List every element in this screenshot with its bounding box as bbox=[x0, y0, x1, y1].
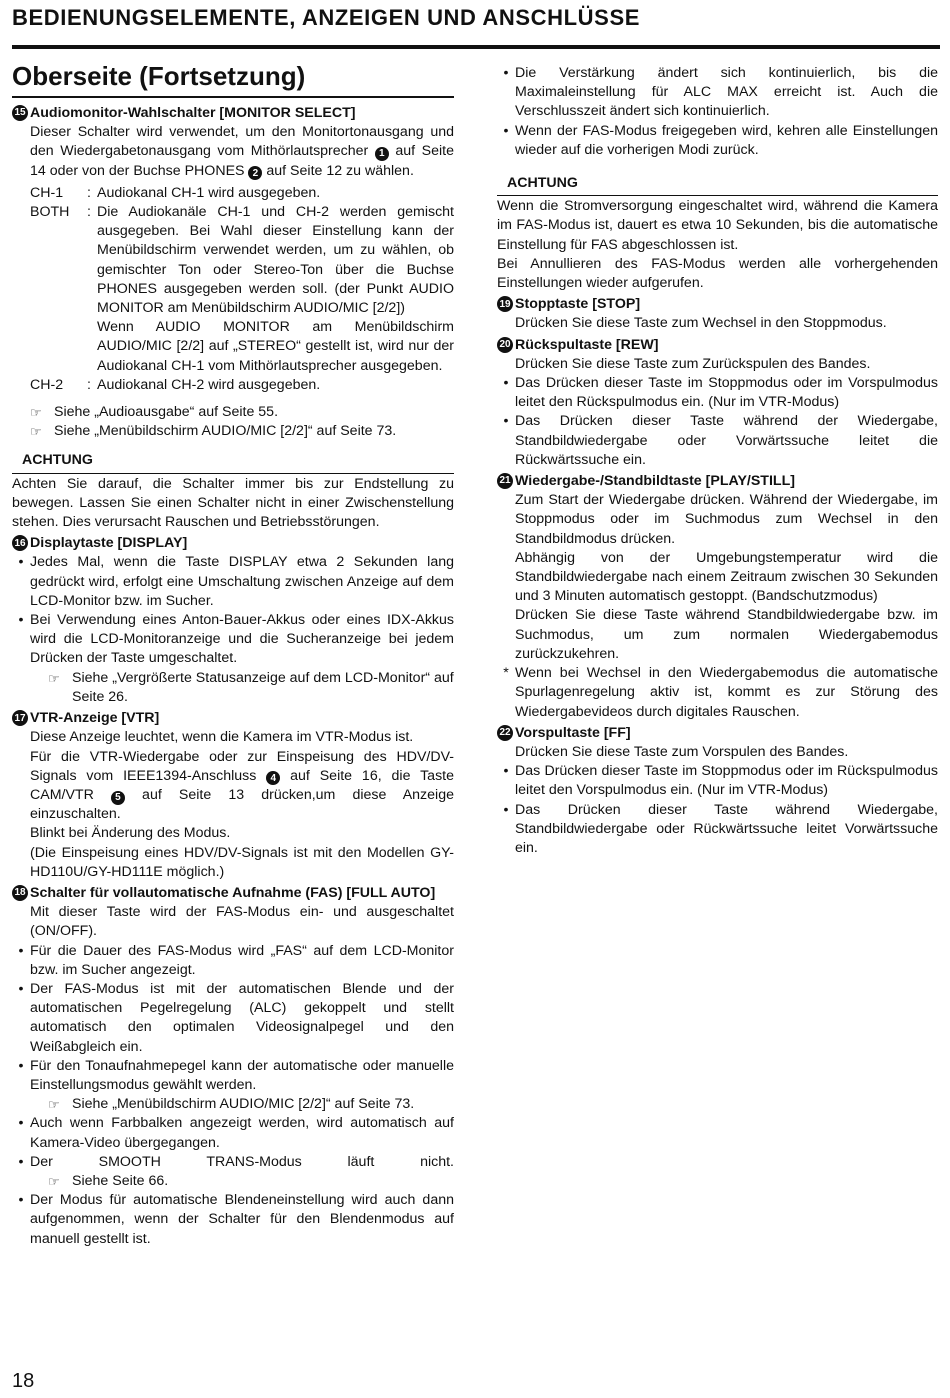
section-rule bbox=[12, 96, 454, 98]
bullet-item: • Das Drücken dieser Taste im Stoppmodus oder im Vorspulmodus leitet den Rückspulmodus ein. (Nur im VTR-Modus) bbox=[503, 375, 938, 411]
page-header bbox=[12, 4, 940, 49]
ref-badge: 1 bbox=[375, 147, 389, 161]
item-21-title: Wiedergabe-/Standbildtaste [PLAY/STILL] bbox=[515, 473, 795, 490]
cross-reference: ☞ Siehe „Menübildschirm AUDIO/MIC [2/2]“ auf Seite 73. bbox=[48, 1095, 454, 1114]
item-22-title: Vorspultaste [FF] bbox=[515, 724, 631, 741]
cross-reference: ☞ Siehe „Menübildschirm AUDIO/MIC [2/2]“ auf Seite 73. bbox=[30, 422, 454, 441]
pointing-hand-icon: ☞ bbox=[30, 424, 42, 440]
bullet-item: • Für den Tonaufnahmepegel kann der automatische oder manuelle Einstellungsmodus gewählt werden. bbox=[18, 1057, 454, 1093]
caution-heading: ACHTUNG bbox=[507, 175, 578, 192]
item-number-badge: 21 bbox=[497, 473, 513, 489]
note-item: * Wenn bei Wechsel in den Wiedergabemodus die automatische Spurlagenregelung aktiv ist, kommt es zur Störung des Wiedergabevideos durch digitales Rauschen. bbox=[503, 665, 938, 720]
caution-text: Bei Annullieren des FAS-Modus werden alle vorhergehenden Einstellungen wieder aufgerufen. bbox=[497, 255, 938, 292]
caution-text: Achten Sie darauf, die Schalter immer bis zur Endstellung zu bewegen. Lassen Sie einen Schalter nicht in einer Zwischenstellung stehen. Dies verursacht Rauschen und Betriebsstörungen. bbox=[12, 475, 454, 531]
bullet-item: • Bei Verwendung eines Anton-Bauer-Akkus oder eines IDX-Akkus wird die LCD-Monitoranzeige und die Sucheranzeige bei jedem Drücken der Taste umgeschaltet. bbox=[18, 612, 454, 667]
item-number-badge: 18 bbox=[12, 885, 28, 901]
bullet-item: • Das Drücken dieser Taste während der Wiedergabe, Standbildwiedergabe oder Vorwärtssuche leitet die Rückwärtssuche ein. bbox=[503, 413, 938, 468]
item-number-badge: 19 bbox=[497, 296, 513, 312]
caution-rule bbox=[497, 195, 938, 196]
header-title: BEDIENUNGSELEMENTE, ANZEIGEN UND ANSCHLÜSSE bbox=[12, 5, 640, 30]
right-column: • Die Verstärkung ändert sich kontinuierlich, bis die Maximaleinstellung für ALC MAX erreicht ist. Auch die Verschlusszeit ändert sich kontinuierlich. • Wenn der FAS-Modus freigegeben wird, kehren alle Einstellungen wieder auf die vorherigen Modi zurück. ACHTUNG Wenn die Stromversorgung eingeschaltet wird, während die Kamera im FAS-Modus ist, dauert es etwa 10 Sekunden, bis die automatische Einstellung für FAS abgeschlossen ist. Bei Annullieren des FAS-Modus werden alle vorhergehenden Einstellungen wieder aufgerufen. 19 Stopptaste [STOP] Drücken Sie diese Taste zum Wechsel in den Stoppmodus. 20 Rückspultaste [REW] Drücken Sie diese Taste zum Zurückspulen des Bandes. • Das Drücken dieser Taste im Stoppmodus oder im Vorspulmodus leitet den Rückspulmodus ein. (Nur im VTR-Modus) • Das Drücken dieser Taste während der Wiedergabe, Standbildwiedergabe oder Vorwärtssuche leitet die Rückwärtssuche ein. 21 Wiedergabe-/Standbildtaste [PLAY/STILL] Zum Start der Wiedergabe drücken. Während der Wiedergabe, im Stoppmodus oder im Suchmodus zum Wechsel in den Standbildmodus drücken. Abhängig von der Umgebungstemperatur wird die Standbildwiedergabe nach einem Zeitraum zwischen 30 Sekunden und 3 Minuten automatisch gestoppt. (Bandschutzmodus) Drücken Sie diese Taste während Standbildwiedergabe bzw. im Suchmodus, um zum normalen Wiedergabemodus zurückzukehren. * Wenn bei Wechsel in den Wiedergabemodus die automatische Spurlagenregelung aktiv ist, kommt es zur Störung des Wiedergabevideos durch digitales Rauschen. 22 Vorspultaste [FF] Drücken Sie diese Taste zum Vorspulen des Bandes. • Das Drücken dieser Taste im Stoppmodus oder im Rückspulmodus leitet den Vorspulmodus ein. (Nur im VTR-Modus) • Das Drücken dieser Taste während Wiedergabe, Standbildwiedergabe oder Rückwärtssuche leitet Vorwärtssuche ein. bbox=[497, 64, 938, 858]
definition-item: CH-1 : Audiokanal CH-1 wird ausgegeben. bbox=[30, 184, 321, 201]
bullet-item: • Auch wenn Farbbalken angezeigt werden, wird automatisch auf Kamera-Video übergegangen. bbox=[18, 1115, 454, 1151]
section-title: Oberseite (Fortsetzung) bbox=[12, 61, 306, 91]
item-15-heading bbox=[12, 104, 454, 123]
item-18-heading bbox=[12, 884, 454, 903]
item-16-heading bbox=[12, 534, 454, 553]
item-number-badge: 16 bbox=[12, 535, 28, 551]
pointing-hand-icon: ☞ bbox=[48, 1173, 60, 1189]
item-15-title: Audiomonitor-Wahlschalter [MONITOR SELECT] bbox=[30, 105, 356, 121]
page-number: 18 bbox=[12, 1370, 35, 1392]
item-21-heading bbox=[497, 472, 938, 491]
item-22-heading bbox=[497, 724, 938, 743]
definition-item: CH-2 : Audiokanal CH-2 wird ausgegeben. bbox=[30, 376, 321, 393]
item-17-title: VTR-Anzeige [VTR] bbox=[30, 710, 160, 727]
definition-item: BOTH : Die Audiokanäle CH-1 und CH-2 werden gemischt ausgegeben. Bei Wahl dieser Einstellung kann der Menübildschirm verwendet werden, um zu wählen, ob gemischter Ton oder Stereo-Ton über die Buchse PHONES ausgegeben werden soll. (der Punkt AUDIO MONITOR am Menübildschirm AUDIO/MIC [2/2]) Wenn AUDIO MONITOR am Menübildschirm AUDIO/MIC [2/2] auf „STEREO“ gestellt ist, wird nur der Audiokanal CH-1 vom Mithörlautsprecher ausgegeben. bbox=[30, 204, 454, 374]
item-number-badge: 20 bbox=[497, 337, 513, 353]
bullet-item: • Für die Dauer des FAS-Modus wird „FAS“ auf dem LCD-Monitor bzw. im Sucher angezeigt. bbox=[18, 942, 454, 978]
item-19-title: Stopptaste [STOP] bbox=[515, 296, 641, 313]
cross-reference: ☞ Siehe Seite 66. bbox=[48, 1172, 454, 1191]
bullet-item: • Jedes Mal, wenn die Taste DISPLAY etwa 2 Sekunden lang gedrückt wird, erfolgt eine Umschaltung zwischen Anzeige auf dem LCD-Monitor bzw. im Sucher. bbox=[18, 554, 454, 609]
item-21-body: Zum Start der Wiedergabe drücken. Während der Wiedergabe, im Stoppmodus oder im Suchmodus zum Wechsel in den Standbildmodus drücken. Abhängig von der Umgebungstemperatur wird die Standbildwiedergabe nach einem Zeitraum zwischen 30 Sekunden und 3 Minuten automatisch gestoppt. (Bandschutzmodus) Drücken Sie diese Taste während Standbildwiedergabe bzw. im Suchmodus, um zum normalen Wiedergabemodus zurückzukehren. bbox=[515, 492, 938, 662]
item-number-badge: 15 bbox=[12, 105, 28, 121]
item-20-title: Rückspultaste [REW] bbox=[515, 336, 659, 353]
bullet-item: • Die Verstärkung ändert sich kontinuierlich, bis die Maximaleinstellung für ALC MAX erreicht ist. Auch die Verschlusszeit ändert sich kontinuierlich. bbox=[503, 65, 938, 120]
cross-reference: ☞ Siehe „Audioausgabe“ auf Seite 55. bbox=[30, 403, 454, 422]
pointing-hand-icon: ☞ bbox=[48, 1097, 60, 1113]
left-column: Oberseite (Fortsetzung) 15 Audiomonitor-Wahlschalter [MONITOR SELECT] Dieser Schalter wird verwendet, um den Monitortonausgang und den Wiedergabetonausgang vom Mithörlautsprecher 1 auf Seite 14 oder von der Buchse PHONES 2 auf Seite 12 zu wählen. CH-1 : Audiokanal CH-1 wird ausgegeben. BOTH : Die Audiokanäle CH-1 und CH-2 werden gemischt ausgegeben. Bei Wahl dieser Einstellung kann der Menübildschirm verwendet werden, um zu wählen, ob gemischter Ton oder Stereo-Ton über die Buchse PHONES ausgegeben werden soll. (der Punkt AUDIO MONITOR am Menübildschirm AUDIO/MIC [2/2]) Wenn AUDIO MONITOR am Menübildschirm AUDIO/MIC [2/2] auf „STEREO“ gestellt ist, wird nur der Audiokanal CH-1 vom Mithörlautsprecher ausgegeben. CH-2 : Audiokanal CH-2 wird ausgegeben. ☞ Siehe „Audioausgabe“ auf Seite 55. ☞ Siehe „Menübildschirm AUDIO/MIC [2/2]“ auf Seite 73. ACHTUNG Achten Sie darauf, die Schalter immer bis zur Endstellung zu bewegen. Lassen Sie einen Schalter nicht in einer Zwischenstellung stehen. Dies verursacht Rauschen und Betriebsstörungen. 16 Displaytaste [DISPLAY] • Jedes Mal, wenn die Taste DISPLAY etwa 2 Sekunden lang gedrückt wird, erfolgt eine Umschaltung zwischen Anzeige auf dem LCD-Monitor bzw. im Sucher. • Bei Verwendung eines Anton-Bauer-Akkus oder eines IDX-Akkus wird die LCD-Monitoranzeige und die Sucheranzeige bei jedem Drücken der Taste umgeschaltet. ☞ Siehe „Vergrößerte Statusanzeige auf dem LCD-Monitor“ auf Seite 26. 17 VTR-Anzeige [VTR] Diese Anzeige leuchtet, wenn die Kamera im VTR-Modus ist. Für die VTR-Wiedergabe oder zur Einspeisung des HDV/DV-Signals vom IEEE1394-Anschluss 4 auf Seite 16, die Taste CAM/VTR 5 auf Seite 13 drücken,um diese Anzeige einzuschalten. Blinkt bei Änderung des Modus. (Die Einspeisung eines HDV/DV-Signals ist mit den Modellen GY-HD110U/GY-HD111E möglich.) 18 Schalter für vollautomatische Aufnahme (FAS) [FULL AUTO] Mit dieser Taste wird der FAS-Modus ein- und ausgeschaltet (ON/OFF). • Für die Dauer des FAS-Modus wird „FAS“ auf dem LCD-Monitor bzw. im Sucher angezeigt. • Der FAS-Modus ist mit der automatischen Blende und der automatischen Pegelregelung (ALC) gekoppelt und stellt automatisch den optimalen Videosignalpegel und den Weißabgleich ein. • Für den Tonaufnahmepegel kann der automatische oder manuelle Einstellungsmodus gewählt werden. ☞ Siehe „Menübildschirm AUDIO/MIC [2/2]“ auf Seite 73. • Auch wenn Farbbalken angezeigt werden, wird automatisch auf Kamera-Video übergegangen. • Der SMOOTH TRANS-Modus läuft nicht. ☞ Siehe Seite 66. • Der Modus für automatische Blendeneinstellung wird auch dann aufgenommen, wenn der Schalter für den Blendenmodus auf manuell gestellt ist. bbox=[12, 58, 454, 1249]
item-15-description: Dieser Schalter wird verwendet, um den Monitortonausgang und den Wiedergabetonausgang vom Mithörlautsprecher 1 auf Seite 14 oder von der Buchse PHONES 2 auf Seite 12 zu wählen. bbox=[30, 124, 454, 179]
bullet-item: • Wenn der FAS-Modus freigegeben wird, kehren alle Einstellungen wieder auf die vorherigen Modi zurück. bbox=[503, 122, 938, 158]
pointing-hand-icon: ☞ bbox=[30, 405, 42, 421]
bullet-item: • Der FAS-Modus ist mit der automatischen Blende und der automatischen Pegelregelung (ALC) gekoppelt und stellt automatisch den optimalen Videosignalpegel und den Weißabgleich ein. bbox=[18, 980, 454, 1055]
caution-text: Wenn die Stromversorgung eingeschaltet wird, während die Kamera im FAS-Modus ist, dauert es etwa 10 Sekunden, bis die automatische Einstellung für FAS abgeschlossen ist. bbox=[497, 198, 938, 253]
caution-heading: ACHTUNG bbox=[22, 452, 93, 469]
item-20-heading bbox=[497, 336, 938, 355]
definition-list bbox=[30, 184, 454, 395]
item-number-badge: 17 bbox=[12, 710, 28, 726]
item-17-heading bbox=[12, 709, 454, 728]
pointing-hand-icon: ☞ bbox=[48, 670, 60, 686]
item-17-body: Diese Anzeige leuchtet, wenn die Kamera im VTR-Modus ist. Für die VTR-Wiedergabe oder zur Einspeisung des HDV/DV-Signals vom IEEE1394-Anschluss 4 auf Seite 16, die Taste CAM/VTR 5 auf Seite 13 drücken,um diese Anzeige einzuschalten. Blinkt bei Änderung des Modus. (Die Einspeisung eines HDV/DV-Signals ist mit den Modellen GY-HD110U/GY-HD111E möglich.) bbox=[30, 729, 454, 880]
item-19-heading bbox=[497, 295, 938, 314]
header-rule bbox=[12, 45, 940, 49]
bullet-item: • Der SMOOTH TRANS-Modus läuft nicht. bbox=[18, 1153, 454, 1170]
ref-badge: 5 bbox=[111, 791, 125, 805]
bullet-item: • Das Drücken dieser Taste während Wiedergabe, Standbildwiedergabe oder Rückwärtssuche leitet Vorwärtssuche ein. bbox=[503, 801, 938, 856]
item-16-title: Displaytaste [DISPLAY] bbox=[30, 535, 188, 552]
bullet-item: • Das Drücken dieser Taste im Stoppmodus oder im Rückspulmodus leitet den Vorspulmodus ein. (Nur im VTR-Modus) bbox=[503, 763, 938, 799]
item-18-title: Schalter für vollautomatische Aufnahme (FAS) [FULL AUTO] bbox=[30, 884, 436, 901]
bullet-item: • Der Modus für automatische Blendeneinstellung wird auch dann aufgenommen, wenn der Schalter für den Blendenmodus auf manuell gestellt ist. bbox=[18, 1192, 454, 1247]
cross-reference: ☞ Siehe „Vergrößerte Statusanzeige auf dem LCD-Monitor“ auf Seite 26. bbox=[48, 669, 454, 707]
caution-rule bbox=[12, 473, 454, 474]
item-number-badge: 22 bbox=[497, 725, 513, 741]
ref-badge: 2 bbox=[248, 166, 262, 180]
ref-badge: 4 bbox=[266, 771, 280, 785]
